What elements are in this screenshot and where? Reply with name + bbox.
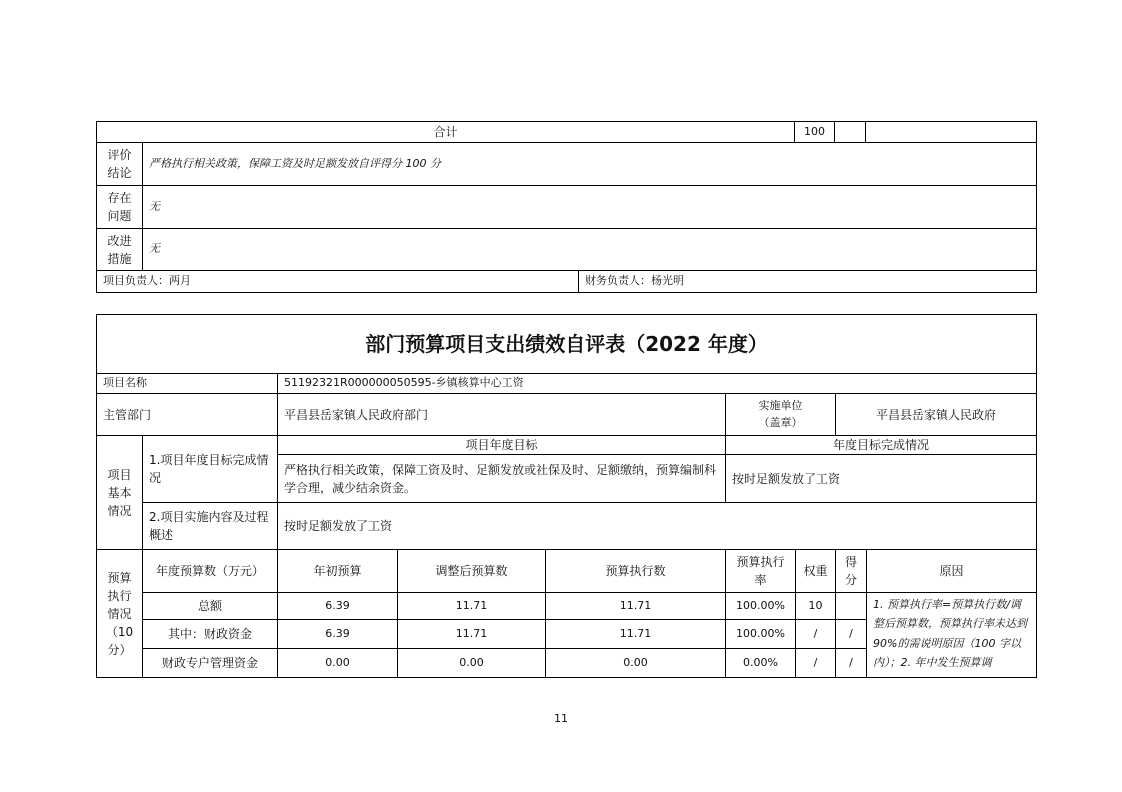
reason-text: 1. 预算执行率=预算执行数/调整后预算数，预算执行率未达到 90%的需说明原因（100 字以内）；2. 年中发生预算调: [867, 593, 1037, 678]
goal-header: 项目年度目标: [278, 436, 726, 455]
table-row: [97, 593, 1037, 620]
col-initial-budget: 年初预算: [278, 550, 398, 593]
project-name-label: 项目名称: [97, 374, 278, 394]
performance-self-evaluation-table: [96, 314, 1037, 678]
row-initial: 6.39: [278, 593, 398, 620]
row-executed: 0.00: [546, 649, 726, 678]
row-rate: 100.00%: [726, 593, 796, 620]
row-rate: 0.00%: [726, 649, 796, 678]
row-weight: 10: [796, 593, 836, 620]
col-annual-budget: 年度预算数（万元）: [143, 550, 278, 593]
row-adjusted: 11.71: [398, 620, 546, 649]
conclusion-label: 评价 结论: [97, 143, 143, 186]
page-number: 11: [554, 712, 568, 725]
row-rate: 100.00%: [726, 620, 796, 649]
col-reason: 原因: [867, 550, 1037, 593]
row-initial: 0.00: [278, 649, 398, 678]
row-score: /: [836, 620, 867, 649]
row-score: [836, 593, 867, 620]
row-score: /: [836, 649, 867, 678]
project-lead: 项目负责人：两月: [97, 271, 579, 293]
row-adjusted: 0.00: [398, 649, 546, 678]
goal-text: 严格执行相关政策，保障工资及时、足额发放或社保及时、足额缴纳，预算编制科学合理，减少结余资金。: [278, 455, 726, 503]
project-name: 51192321R000000050595-乡镇核算中心工资: [278, 374, 1037, 394]
row-executed: 11.71: [546, 593, 726, 620]
measures-label: 改进 措施: [97, 229, 143, 271]
col-execution-rate: 预算执行 率: [726, 550, 796, 593]
col-adjusted-budget: 调整后预算数: [398, 550, 546, 593]
process-text: 按时足额发放了工资: [278, 503, 1037, 550]
row-adjusted: 11.71: [398, 593, 546, 620]
goal-label: 1.项目年度目标完成情况: [143, 436, 278, 503]
measures-text: 无: [143, 229, 1037, 271]
goal-status-header: 年度目标完成情况: [726, 436, 1037, 455]
row-weight: /: [796, 649, 836, 678]
impl-unit-label: 实施单位 （盖章）: [726, 394, 836, 436]
finance-lead: 财务负责人：杨光明: [579, 271, 1037, 293]
budget-execution-label: 预算 执行 情况 （10 分）: [97, 550, 143, 678]
process-label: 2.项目实施内容及过程概述: [143, 503, 278, 550]
problems-text: 无: [143, 186, 1037, 229]
total-label: 合计: [97, 122, 795, 143]
basic-info-label: 项目 基本 情况: [97, 436, 143, 550]
table-title: 部门预算项目支出绩效自评表（2022 年度）: [97, 315, 1037, 374]
impl-unit-value: 平昌县岳家镇人民政府: [836, 394, 1037, 436]
row-label: 总额: [143, 593, 278, 620]
dept-value: 平昌县岳家镇人民政府部门: [278, 394, 726, 436]
goal-status-text: 按时足额发放了工资: [726, 455, 1037, 503]
col-weight: 权重: [796, 550, 836, 593]
col-executed-budget: 预算执行数: [546, 550, 726, 593]
dept-label: 主管部门: [97, 394, 278, 436]
row-label: 其中：财政资金: [143, 620, 278, 649]
row-initial: 6.39: [278, 620, 398, 649]
total-remark: [866, 122, 1037, 143]
row-weight: /: [796, 620, 836, 649]
conclusion-text: 严格执行相关政策，保障工资及时足额发放自评得分 100 分: [143, 143, 1037, 186]
evaluation-summary-table: [96, 121, 1037, 293]
col-score: 得 分: [836, 550, 867, 593]
problems-label: 存在 问题: [97, 186, 143, 229]
total-score: 100: [795, 122, 835, 143]
row-label: 财政专户管理资金: [143, 649, 278, 678]
row-executed: 11.71: [546, 620, 726, 649]
total-score-extra: [835, 122, 866, 143]
